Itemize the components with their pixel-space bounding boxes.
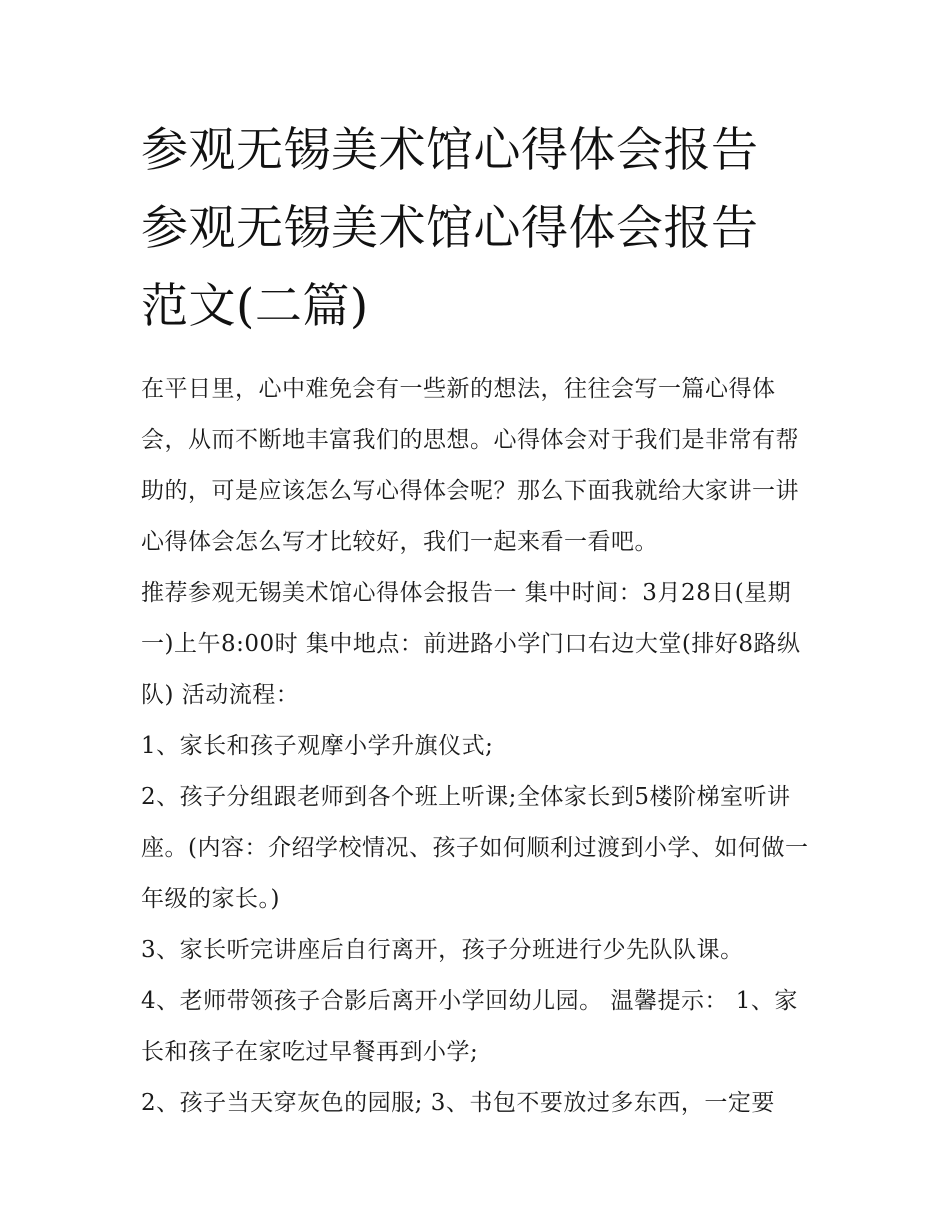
title-line: 范文(二篇)	[141, 279, 369, 334]
document-content	[141, 112, 821, 1129]
title-line: 参观无锡美术馆心得体会报告	[141, 123, 759, 178]
schedule-paragraph: 推荐参观无锡美术馆心得体会报告一 集中时间：3月28日(星期一)上午8:00时 集中地点：前进路小学门口右边大堂(排好8路纵队) 活动流程：	[141, 580, 801, 708]
step-4-paragraph: 4、老师带领孩子合影后离开小学回幼儿园。 温馨提示： 1、家长和孩子在家吃过早餐再到小学;	[141, 988, 798, 1065]
step-3-paragraph: 3、家长听完讲座后自行离开，孩子分班进行少先队队课。	[141, 937, 744, 963]
step-1-paragraph: 1、家长和孩子观摩小学升旗仪式;	[141, 733, 494, 759]
tips-paragraph: 2、孩子当天穿灰色的园服; 3、书包不要放过多东西，一定要	[141, 1090, 775, 1116]
document-title	[141, 112, 821, 346]
intro-paragraph: 在平日里，心中难免会有一些新的想法，往往会写一篇心得体会，从而不断地丰富我们的思想。心得体会对于我们是非常有帮助的，可是应该怎么写心得体会呢？那么下面我就给大家讲一讲心得体会怎么写才比较好，我们一起来看一看吧。	[141, 376, 799, 555]
step-2-paragraph: 2、孩子分组跟老师到各个班上听课;全体家长到5楼阶梯室听讲座。(内容：介绍学校情况、孩子如何顺利过渡到小学、如何做一年级的家长。)	[141, 784, 809, 912]
title-line: 参观无锡美术馆心得体会报告	[141, 201, 759, 256]
